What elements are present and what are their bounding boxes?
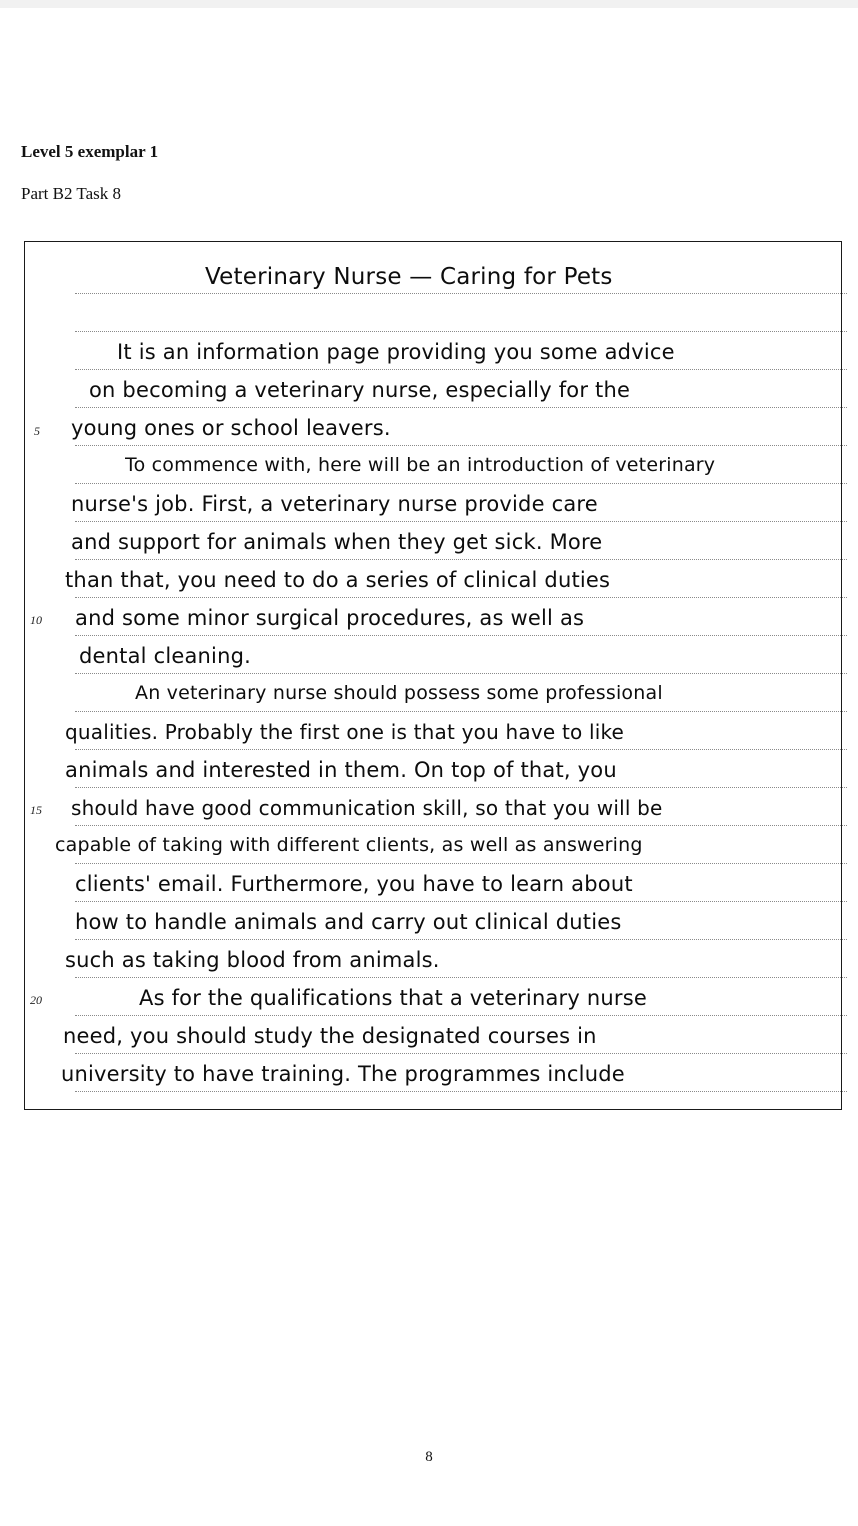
ruled-line xyxy=(75,787,847,788)
handwritten-line: capable of taking with different clients, as well as answering xyxy=(55,834,643,856)
line-number-15: 15 xyxy=(30,803,42,817)
line-number-5: 5 xyxy=(34,424,40,438)
handwritten-line: such as taking blood from animals. xyxy=(65,948,440,972)
ruled-line xyxy=(75,673,847,674)
ruled-line xyxy=(75,331,847,332)
ruled-line xyxy=(75,1015,847,1016)
ruled-line xyxy=(75,559,847,560)
handwritten-line: It is an information page providing you some advice xyxy=(117,340,675,364)
handwritten-line: dental cleaning. xyxy=(79,644,251,668)
handwritten-line: how to handle animals and carry out clinical duties xyxy=(75,910,622,934)
handwritten-line: and support for animals when they get sick. More xyxy=(71,530,603,554)
ruled-line xyxy=(75,939,847,940)
ruled-line xyxy=(75,1053,847,1054)
exemplar-heading: Level 5 exemplar 1 xyxy=(21,142,159,161)
ruled-line xyxy=(75,407,847,408)
ruled-line xyxy=(75,521,847,522)
ruled-line xyxy=(75,483,847,484)
ruled-line xyxy=(75,825,847,826)
ruled-line xyxy=(75,749,847,750)
ruled-line xyxy=(75,597,847,598)
ruled-line xyxy=(75,369,847,370)
ruled-line xyxy=(75,635,847,636)
handwritten-line: young ones or school leavers. xyxy=(71,416,391,440)
handwritten-line: than that, you need to do a series of clinical duties xyxy=(65,568,611,592)
ruled-line xyxy=(75,977,847,978)
handwritten-answer-sheet xyxy=(24,241,842,1110)
essay-title: Veterinary Nurse — Caring for Pets xyxy=(205,264,613,290)
handwritten-line: An veterinary nurse should possess some professional xyxy=(135,682,663,704)
handwritten-line: and some minor surgical procedures, as well as xyxy=(75,606,585,630)
handwritten-line: clients' email. Furthermore, you have to learn about xyxy=(75,872,633,896)
handwritten-line: on becoming a veterinary nurse, especially for the xyxy=(89,378,631,402)
task-subheading: Part B2 Task 8 xyxy=(21,184,122,203)
line-number-20: 20 xyxy=(30,993,42,1007)
handwritten-line: To commence with, here will be an introduction of veterinary xyxy=(125,454,716,476)
ruled-line xyxy=(75,901,847,902)
ruled-line xyxy=(75,445,847,446)
top-band xyxy=(0,0,858,8)
handwritten-line: should have good communication skill, so that you will be xyxy=(71,796,663,820)
ruled-line xyxy=(75,863,847,864)
ruled-line xyxy=(75,1091,847,1092)
page-number: 8 xyxy=(425,1449,433,1465)
ruled-line xyxy=(75,711,847,712)
handwritten-line: As for the qualifications that a veterinary nurse xyxy=(139,986,647,1010)
handwritten-line: nurse's job. First, a veterinary nurse provide care xyxy=(71,492,598,516)
handwritten-line: qualities. Probably the first one is that you have to like xyxy=(65,720,625,744)
handwritten-line: need, you should study the designated courses in xyxy=(63,1024,597,1048)
ruled-line xyxy=(75,293,847,294)
handwritten-line: university to have training. The programmes include xyxy=(61,1062,625,1086)
line-number-10: 10 xyxy=(30,613,42,627)
handwritten-line: animals and interested in them. On top of that, you xyxy=(65,758,617,782)
